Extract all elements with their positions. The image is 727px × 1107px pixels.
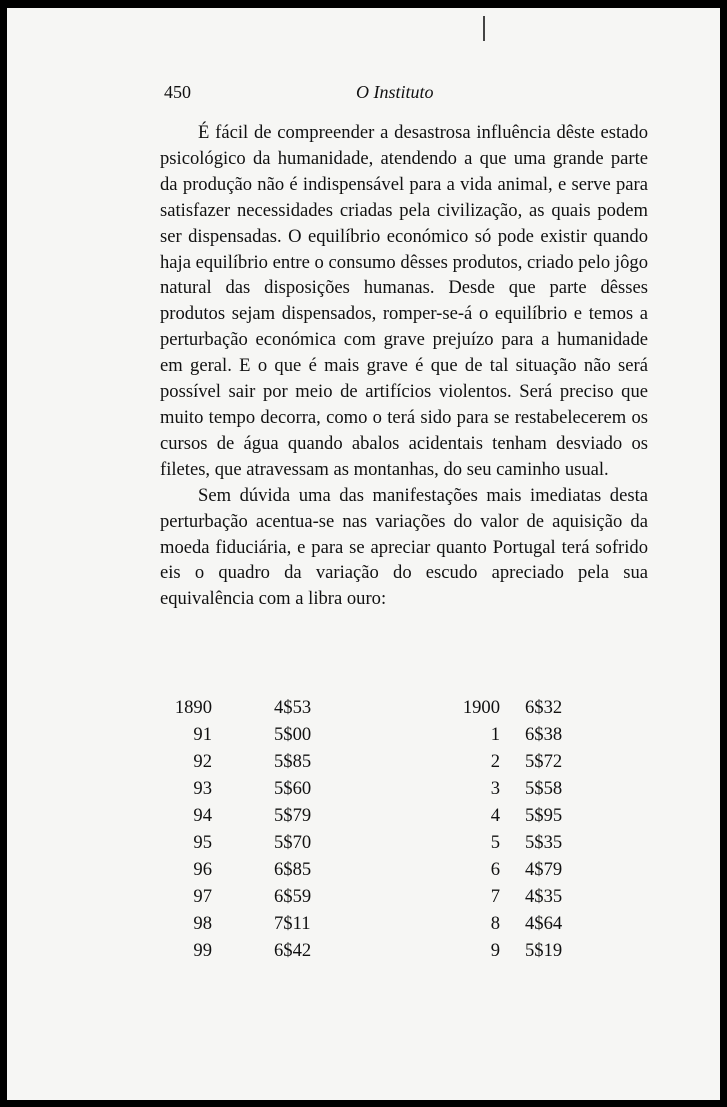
year-cell: 9 bbox=[490, 940, 500, 961]
value-cell: 6$38 bbox=[525, 724, 563, 745]
year-cell: 96 bbox=[193, 859, 212, 880]
year-cell: 95 bbox=[193, 832, 212, 853]
value-cell: 6$42 bbox=[274, 940, 312, 961]
value-cell: 6$85 bbox=[274, 859, 312, 880]
value-cell: 4$53 bbox=[274, 697, 312, 718]
value-cell: 6$59 bbox=[274, 886, 312, 907]
running-title: O Instituto bbox=[356, 82, 434, 102]
year-cell: 3 bbox=[490, 778, 500, 799]
value-cell: 5$19 bbox=[525, 940, 563, 961]
book-page bbox=[7, 8, 720, 1100]
year-cell: 4 bbox=[490, 805, 500, 826]
value-cell: 5$35 bbox=[525, 832, 563, 853]
page-number: 450 bbox=[164, 82, 191, 102]
value-cell: 5$95 bbox=[525, 805, 563, 826]
table-row bbox=[160, 859, 640, 889]
year-cell: 2 bbox=[490, 751, 500, 772]
page-crease bbox=[483, 16, 485, 41]
paragraph: Sem dúvida uma das manifestações mais imediatas desta perturbação acentua-se nas variações do valor de aquisição da moeda fiduciária, e para se apreciar quanto Portugal terá sofrido eis o quadro da variação do escudo apreciado pela sua equivalência com a libra ouro: bbox=[160, 484, 648, 610]
year-cell: 98 bbox=[193, 913, 212, 934]
year-cell: 1890 bbox=[174, 697, 212, 718]
value-cell: 5$00 bbox=[274, 724, 312, 745]
table-row bbox=[160, 832, 640, 862]
value-cell: 4$35 bbox=[525, 886, 563, 907]
body-text bbox=[160, 120, 648, 612]
year-cell: 94 bbox=[193, 805, 212, 826]
table-row bbox=[160, 724, 640, 754]
value-cell: 5$60 bbox=[274, 778, 312, 799]
value-cell: 7$11 bbox=[274, 913, 311, 934]
year-cell: 99 bbox=[193, 940, 212, 961]
value-cell: 5$58 bbox=[525, 778, 563, 799]
year-cell: 6 bbox=[490, 859, 500, 880]
year-cell: 1 bbox=[490, 724, 500, 745]
value-cell: 5$79 bbox=[274, 805, 312, 826]
table-row bbox=[160, 913, 640, 943]
year-cell: 8 bbox=[490, 913, 500, 934]
year-cell: 1900 bbox=[462, 697, 500, 718]
value-cell: 5$72 bbox=[525, 751, 563, 772]
value-cell: 5$85 bbox=[274, 751, 312, 772]
year-cell: 5 bbox=[490, 832, 500, 853]
table-row bbox=[160, 778, 640, 808]
value-cell: 4$79 bbox=[525, 859, 563, 880]
table-row bbox=[160, 751, 640, 781]
year-cell: 93 bbox=[193, 778, 212, 799]
year-cell: 7 bbox=[490, 886, 500, 907]
table-row bbox=[160, 940, 640, 970]
table-row bbox=[160, 805, 640, 835]
year-cell: 91 bbox=[193, 724, 212, 745]
table-row bbox=[160, 886, 640, 916]
table-row bbox=[160, 697, 640, 727]
value-cell: 5$70 bbox=[274, 832, 312, 853]
year-cell: 97 bbox=[193, 886, 212, 907]
value-cell: 4$64 bbox=[525, 913, 563, 934]
paragraph: É fácil de compreender a desastrosa influência dêste estado psicológico da humanidade, atendendo a que uma grande parte da produção não é indispensável para a vida animal, e serve para satisfazer necessidades criadas pela civilização, as quais podem ser dispensadas. O equilíbrio económico só pode existir quando haja equilíbrio entre o consumo dêsses produtos, criado pelo jôgo natural das disposições humanas. Desde que parte dêsses produtos sejam dispensados, romper-se-á o equilíbrio e temos a perturbação económica com grave prejuízo para a humanidade em geral. E o que é mais grave é que de tal situação não será possível sair por meio de artifícios violentos. Será preciso que muito tempo decorra, como o terá sido para se restabelecerem os cursos de água quando abalos acidentais tenham desviado os filetes, que atravessam as montanhas, do seu caminho usual. bbox=[160, 122, 648, 480]
year-cell: 92 bbox=[193, 751, 212, 772]
value-cell: 6$32 bbox=[525, 697, 563, 718]
